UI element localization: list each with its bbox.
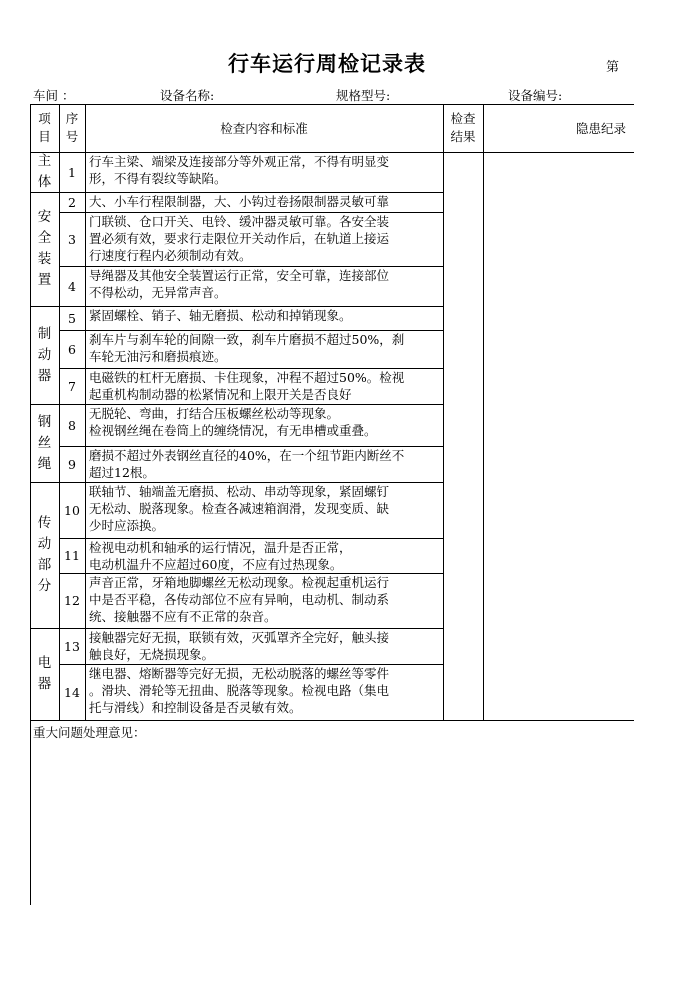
content-line: 托与滑线）和控制设备是否灵敏有效。 (89, 700, 302, 715)
content-line: 统、接触器不应有不正常的杂音。 (89, 609, 277, 624)
col-border-result (483, 104, 484, 720)
row-content (85, 213, 443, 266)
category-char: 制 (37, 325, 52, 342)
content-line: 电磁铁的杠杆无磨损、卡住现象，冲程不超过50%。检视 (89, 370, 405, 385)
result-cell (443, 538, 483, 573)
row-number: 8 (68, 417, 76, 433)
row-number: 7 (68, 378, 76, 394)
result-cell (443, 152, 483, 192)
result-cell (443, 664, 483, 720)
result-cell (443, 368, 483, 404)
content-line: 不得松动，无异常声音。 (89, 285, 227, 300)
category-char: 绳 (37, 455, 52, 472)
content-line: 触良好，无烧损现象。 (89, 647, 215, 662)
category-cell (30, 404, 59, 482)
major-issue-label: 重大问题处理意见： (33, 725, 146, 740)
category-char: 丝 (37, 434, 52, 451)
category-char: 器 (37, 676, 52, 692)
header-seq-line2: 号 (65, 129, 79, 144)
category-char: 体 (37, 174, 52, 190)
category-char: 分 (37, 578, 52, 594)
header-hazard: 隐患纪录 (576, 120, 627, 136)
result-cell (443, 446, 483, 482)
row-number: 1 (68, 164, 76, 180)
content-line: 磨损不超过外表钢丝直径的40%，在一个纽节距内断丝不 (89, 448, 405, 463)
category-char: 部 (37, 557, 52, 573)
row-content (85, 331, 443, 368)
content-line: 接触器完好无损，联锁有效，灭弧罩齐全完好，触头接 (89, 630, 390, 645)
content-line: 联轴节、轴端盖无磨损、松动、串动等现象，紧固螺钉 (89, 484, 390, 499)
category-char: 置 (37, 272, 52, 288)
result-cell (443, 628, 483, 664)
row-number: 9 (68, 456, 76, 472)
category-char: 安 (37, 209, 52, 225)
result-cell (443, 573, 483, 628)
content-line: 电动机温升不应超过60度，不应有过热现象。 (89, 557, 343, 572)
row-content (85, 153, 443, 192)
category-char: 主 (37, 153, 52, 169)
content-line: 行车主梁、端梁及连接部分等外观正常，不得有明显变 (89, 154, 390, 169)
equipment-name-label: 设备名称: (160, 88, 215, 103)
content-line: 大、小车行程限制器，大、小钩过卷扬限制器灵敏可靠 (89, 194, 390, 209)
row-content (85, 405, 443, 446)
row-number: 4 (68, 278, 76, 294)
result-cell (443, 482, 483, 538)
page-number-label: 第 (606, 60, 620, 75)
row-content (85, 267, 443, 306)
row-number: 2 (68, 194, 76, 210)
result-cell (443, 306, 483, 330)
row-number: 13 (64, 638, 80, 654)
header-item-line2: 目 (38, 129, 51, 144)
result-cell (443, 266, 483, 306)
row-content (85, 307, 443, 330)
category-cell (30, 306, 59, 404)
content-line: 检视电动机和轴承的运行情况，温升是否正常， (89, 540, 352, 555)
category-char: 钢 (37, 413, 52, 430)
category-char: 器 (37, 367, 52, 384)
content-line: 少时应添换。 (89, 518, 165, 533)
category-char: 电 (37, 655, 52, 671)
content-line: 行速度行程内必须制动有效。 (89, 248, 252, 263)
content-line: 无松动、脱落现象。检查各减速箱润滑，发现变质、缺 (89, 501, 390, 516)
row-number: 10 (64, 502, 80, 518)
content-line: 门联锁、仓口开关、电铃、缓冲器灵敏可靠。各安全装 (89, 214, 390, 229)
category-char: 动 (37, 536, 52, 552)
content-line: 中是否平稳，各传动部位不应有异响，电动机、制动系 (89, 592, 390, 607)
workshop-label: 车间 ： (33, 88, 75, 103)
header-seq-line1: 序 (65, 111, 79, 126)
row-content (85, 574, 443, 628)
table-bottom-border (30, 720, 634, 721)
content-line: 形，不得有裂纹等缺陷。 (89, 171, 227, 186)
header-result-line2: 结果 (450, 129, 476, 144)
content-line: 无脱轮、弯曲，打结合压板螺丝松动等现象。 (89, 406, 340, 421)
content-line: 检视钢丝绳在卷筒上的缠绕情况，有无串槽或重叠。 (89, 423, 377, 438)
category-char: 传 (37, 515, 52, 531)
row-content (85, 193, 443, 212)
result-cell (443, 192, 483, 212)
spec-model-label: 规格型号: (336, 88, 391, 103)
row-number: 3 (68, 231, 76, 247)
row-number: 11 (64, 548, 80, 563)
content-line: 声音正常，牙箱地脚螺丝无松动现象。检视起重机运行 (89, 575, 390, 590)
category-cell (30, 628, 59, 720)
content-line: 置必须有效，要求行走限位开关动作后，在轨道上接运 (89, 231, 390, 246)
row-number: 14 (64, 684, 80, 700)
row-number: 6 (68, 341, 76, 357)
row-content (85, 369, 443, 404)
category-char: 装 (37, 251, 52, 267)
category-cell (30, 192, 59, 306)
content-line: 刹车片与刹车轮的间隙一致，刹车片磨损不超过50%，刹 (89, 332, 405, 347)
row-number: 12 (64, 593, 80, 608)
content-line: 。滑块、滑轮等无扭曲、脱落等现象。检视电路（集电 (89, 683, 390, 698)
row-content (85, 629, 443, 664)
row-content (85, 447, 443, 482)
header-item-line1: 项 (38, 111, 51, 126)
content-line: 超过12根。 (89, 465, 155, 480)
content-line: 紧固螺栓、销子、轴无磨损、松动和掉销现象。 (89, 308, 352, 323)
equipment-no-label: 设备编号: (508, 88, 563, 103)
content-line: 起重机构制动器的松紧情况和上限开关是否良好 (89, 387, 352, 402)
result-cell (443, 404, 483, 446)
content-line: 导绳器及其他安全装置运行正常，安全可靠，连接部位 (89, 268, 390, 283)
category-char: 动 (37, 346, 52, 363)
content-line: 车轮无油污和磨损痕迹。 (89, 349, 227, 364)
result-cell (443, 212, 483, 266)
row-number: 5 (68, 310, 76, 326)
category-cell (30, 152, 59, 192)
header-result-line1: 检查 (450, 111, 476, 126)
row-content (85, 665, 443, 720)
category-cell (30, 482, 59, 628)
header-result (443, 104, 483, 152)
header-item (30, 104, 59, 152)
row-content (85, 539, 443, 573)
content-line: 继电器、熔断器等完好无损，无松动脱落的螺丝等零件 (89, 666, 390, 681)
result-cell (443, 330, 483, 368)
category-char: 全 (37, 230, 52, 246)
header-seq (59, 104, 85, 152)
form-title: 行车运行周检记录表 (228, 52, 426, 76)
row-content (85, 483, 443, 538)
header-content: 检查内容和标准 (220, 120, 308, 136)
